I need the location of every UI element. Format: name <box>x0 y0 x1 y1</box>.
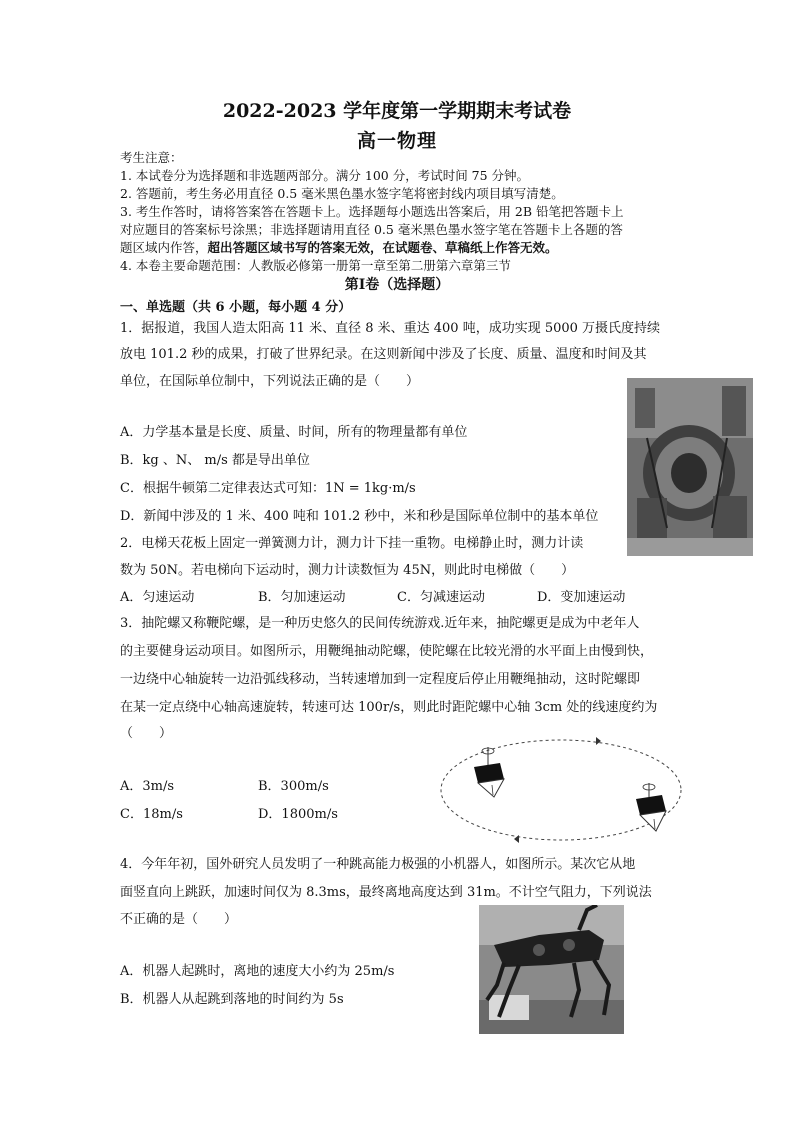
q4-option-b: B．机器人从起跳到落地的时间约为 5s <box>120 992 344 1007</box>
q2-option-c: C．匀减速运动 <box>397 590 485 605</box>
q4-line-1: 4．今年年初，国外研究人员发明了一种跳高能力极强的小机器人，如图所示。某次它从地 <box>120 857 636 872</box>
q1-option-c: C．根据牛顿第二定律表达式可知：1N = 1kg·m/s <box>120 481 416 496</box>
notice-heading: 考生注意： <box>120 150 183 165</box>
q1-line-3: 单位，在国际单位制中，下列说法正确的是（ ） <box>120 374 420 389</box>
notice-line-3a: 3. 考生作答时，请将答案答在答题卡上。选择题每小题选出答案后，用 2B 铅笔把答题卡上 <box>120 204 624 219</box>
notice-line-4: 4. 本卷主要命题范围：人教版必修第一册第一章至第二册第六章第三节 <box>120 258 511 273</box>
notice-line-2: 2. 答题前，考生务必用直径 0.5 毫米黑色墨水签字笔将密封线内项目填写清楚。 <box>120 186 564 201</box>
q3-option-c: C．18m/s <box>120 807 183 822</box>
notice-line-3c <box>120 239 558 257</box>
notice-line-1: 1. 本试卷分为选择题和非选题两部分。满分 100 分，考试时间 75 分钟。 <box>120 168 530 183</box>
q1-option-b: B．kg 、N、 m/s 都是导出单位 <box>120 453 310 468</box>
q3-line-4: 在某一定点绕中心轴高速旋转，转速可达 100r/s，则此时距陀螺中心轴 3cm 处的线速度约为 <box>120 700 658 715</box>
notice-line-3c-plain: 题区域内作答， <box>120 240 208 255</box>
exam-title: 2022-2023 学年度第一学期期末考试卷 <box>222 100 572 122</box>
q2-line-2: 数为 50N。若电梯向下运动时，测力计读数恒为 45N，则此时电梯做（ ） <box>120 563 575 578</box>
q2-option-b: B．匀加速运动 <box>258 590 346 605</box>
q3-line-5: （ ） <box>120 726 173 741</box>
q1-option-a: A．力学基本量是长度、质量、时间，所有的物理量都有单位 <box>120 425 468 440</box>
q2-line-1: 2．电梯天花板上固定一弹簧测力计，测力计下挂一重物。电梯静止时，测力计读 <box>120 536 584 551</box>
section-title: 一、单选题（共 6 小题，每小题 4 分） <box>120 300 352 315</box>
exam-subject: 高一物理 <box>356 130 437 152</box>
q4-line-2: 面竖直向上跳跃，加速时间仅为 8.3ms，最终离地高度达到 31m。不计空气阻力，下列说法 <box>120 885 652 900</box>
q3-line-2: 的主要健身运动项目。如图所示，用鞭绳抽动陀螺，使陀螺在比较光滑的水平面上由慢到快， <box>120 644 654 659</box>
q3-option-d: D．1800m/s <box>258 807 338 822</box>
q1-line-1: 1．据报道，我国人造太阳高 11 米、直径 8 米、重达 400 吨，成功实现 5000 万摄氏度持续 <box>120 321 661 336</box>
fusion-device-photo <box>627 378 753 556</box>
spinning-top-diagram <box>436 735 686 845</box>
q3-option-b: B．300m/s <box>258 779 329 794</box>
q1-line-2: 放电 101.2 秒的成果，打破了世界纪录。在这则新闻中涉及了长度、质量、温度和时间及其 <box>120 347 647 362</box>
jumping-robot-photo <box>479 905 624 1034</box>
q4-option-a: A．机器人起跳时，离地的速度大小约为 25m/s <box>120 964 395 979</box>
q3-line-1: 3．抽陀螺又称鞭陀螺，是一种历史悠久的民间传统游戏.近年来，抽陀螺更是成为中老年人 <box>120 616 640 631</box>
q4-line-3: 不正确的是（ ） <box>120 912 238 927</box>
top-right-icon <box>636 783 666 831</box>
notice-line-3b: 对应题目的答案标号涂黑；非选择题请用直径 0.5 毫米黑色墨水签字笔在答题卡上各题的答 <box>120 222 623 237</box>
top-left-icon <box>474 747 504 797</box>
q1-option-d: D．新闻中涉及的 1 米、400 吨和 101.2 秒中，米和秒是国际单位制中的基本单位 <box>120 509 599 524</box>
part-title: 第Ⅰ卷（选择题） <box>344 277 450 293</box>
q2-option-d: D．变加速运动 <box>537 590 626 605</box>
q2-option-a: A．匀速运动 <box>120 590 195 605</box>
notice-line-3c-bold: 超出答题区域书写的答案无效，在试题卷、草稿纸上作答无效。 <box>207 240 558 255</box>
arrow-icon <box>596 737 601 745</box>
q3-line-3: 一边绕中心轴旋转一边沿弧线移动，当转速增加到一定程度后停止用鞭绳抽动，这时陀螺即 <box>120 672 641 687</box>
q3-option-a: A．3m/s <box>120 779 175 794</box>
arrow-icon <box>514 835 519 843</box>
